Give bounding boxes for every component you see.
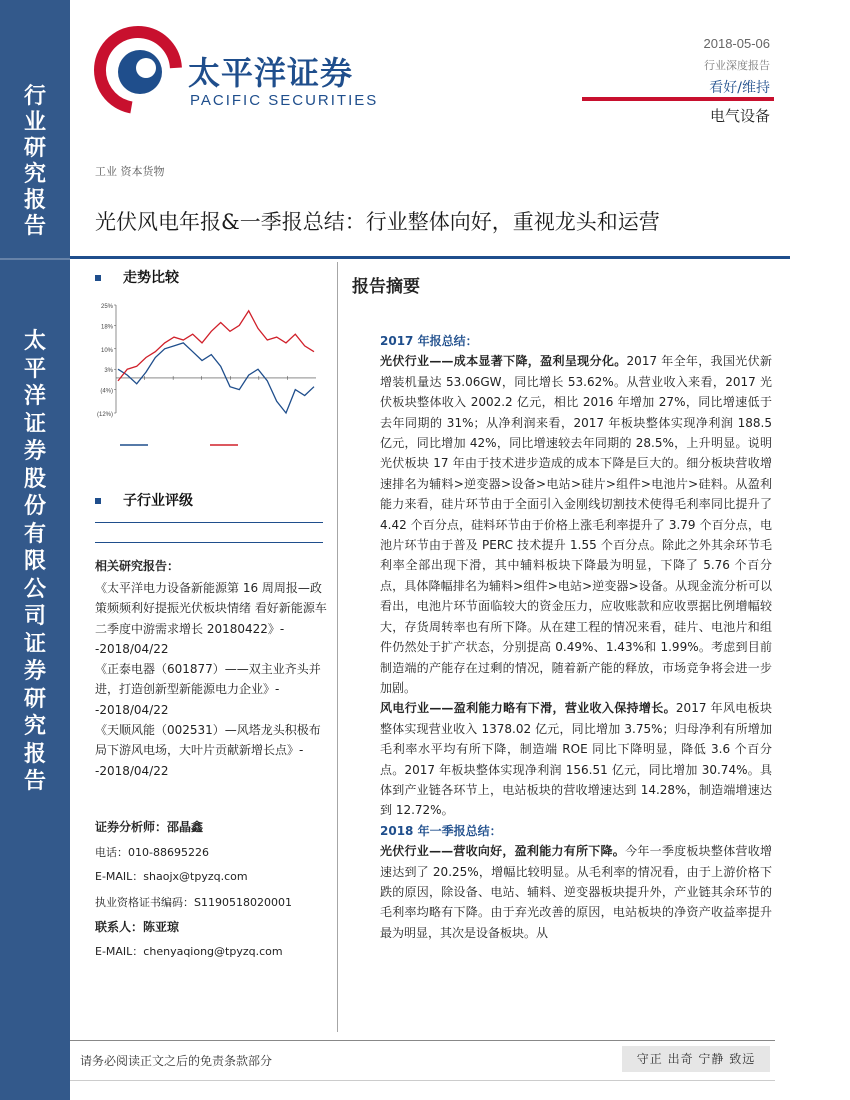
title-rule xyxy=(70,256,790,259)
footer-line xyxy=(70,1040,775,1041)
sidebar-char: 券 xyxy=(23,438,46,464)
rating-rule xyxy=(95,522,323,523)
report-type: 行业深度报告 xyxy=(704,59,770,72)
sidebar-char: 究 xyxy=(23,713,46,739)
contact: 联系人：陈亚琼 xyxy=(95,920,180,934)
sidebar-char: 报 xyxy=(23,187,46,213)
sidebar-char: 究 xyxy=(23,161,46,187)
sidebar-char: 限 xyxy=(23,548,46,574)
analyst: 证券分析师：邵晶鑫 xyxy=(95,820,204,834)
column-divider xyxy=(337,262,338,1032)
footer-rule xyxy=(70,1080,775,1081)
sidebar-char: 司 xyxy=(23,603,46,629)
bullet-square xyxy=(95,498,101,504)
sidebar-char: 告 xyxy=(23,213,46,239)
related-report-item: 《正泰电器（601877）——双主业齐头并进，打造创新型新能源电力企业》--2018/04/22 xyxy=(95,662,321,717)
disclaimer-note: 请务必阅读正文之后的免责条款部分 xyxy=(80,1054,273,1068)
y-tick-label: (4%) xyxy=(100,388,113,395)
pacific-securities-logo xyxy=(90,18,190,118)
section-2017: 2017 年报总结： xyxy=(380,334,478,348)
sidebar-char: 报 xyxy=(23,740,46,767)
header-accent-line xyxy=(582,97,774,101)
section-2018q1: 2018 年一季报总结： xyxy=(380,823,502,838)
sidebar-divider xyxy=(0,258,70,260)
related-reports-title: 相关研究报告： xyxy=(95,559,180,573)
sidebar-char: 有 xyxy=(23,520,46,547)
company-motto: 守正 出奇 宁静 致远 xyxy=(622,1046,770,1072)
brand-name-cn: 太平洋证券 xyxy=(188,54,354,92)
pv-2017-paragraph: 光伏行业——成本显著下降，盈利呈现分化。2017 年全年，我国光伏新增装机量达 53.06GW，同比增长 53.62%。从营业收入来看，2017 光伏板块整体收入 2002.2 亿元，相比 2016 年增加 27%，同比增速低于去年同期的 31%；从净利润来看，2017 年板块整体实现净利润 188.5 亿元，同比增加 42%，同比增速较去年同期的 28.5%，上升明显。说明光伏板块 17 年由于技术进步造成的成本下降是巨大的。细分板块营收增速排名为辅料>逆变器>设备>电站>硅片>组件>电池片>硅料。从盈利能力来看，硅片环节由于全面引入金刚线切割技术使得毛利率同比提升了 4.42 个百分点，硅料环节由于价格上涨毛利率提升了 3.79 个百分点，电池片环节由于普及 PERC 技术提升 1.55 个百分点。除此之外其余环节毛利率全部出现下滑，其中辅料板块下降最为明显，下降了 5.76 个百分点，具体降幅排名为辅料>组件>电站>逆变器>设备。从现金流分析可以看出，电池片环节面临较大的资金压力，应收账款和应收票据比例增幅较大，存货周转率也有所下降。从在建工程的情况来看，硅片、电池片和组件仍然处于扩产状态，分别提高 0.49%、1.43%和 1.99%。考虑到目前制造端的产能存在过剩的情况，随着新产能的释放，市场竞争将会进一步加剧。 xyxy=(380,354,772,695)
sidebar-char: 股 xyxy=(23,465,46,492)
sidebar-char: 研 xyxy=(23,685,46,712)
sidebar-char: 洋 xyxy=(23,383,46,409)
summary-heading: 报告摘要 xyxy=(352,277,420,297)
wind-2017-paragraph: 风电行业——盈利能力略有下滑，营业收入保持增长。2017 年风电板块整体实现营业收入 1378.02 亿元，同比增加 3.75%；归母净利有所增加毛利率水平均有所下降，制造端 ROE 同比下降明显，降低 3.6 个百分点。2017 年板块整体实现净利润 156.51 亿元，同比增加 30.74%。具体到产业链各环节上，电站板块的营收增速达到 14.28%，制造端增速达到 12.72%。 xyxy=(380,701,772,818)
category: 工业 资本货物 xyxy=(95,165,165,178)
sidebar-char: 行 xyxy=(23,83,46,109)
related-reports xyxy=(95,578,327,781)
pv-2018q1-paragraph: 光伏行业——营收向好，盈利能力有所下降。今年一季度板块整体营收增速达到了 20.25%，增幅比较明显。从毛利率的情况看，由于上游价格下跌的原因，除设备、电站、辅料、逆变器板块提升外，产业链其余环节的毛利率均略有下降。由于弃光改善的原因，电站板块的净资产收益率提升最为明显，其次是设备板块。从 xyxy=(380,844,772,940)
contact-email: E-MAIL：chenyaqiong@tpyzq.com xyxy=(95,945,283,958)
y-tick-label: 18% xyxy=(100,324,113,331)
sidebar-char: 太 xyxy=(23,328,46,354)
analyst-phone: 电话：010-88695226 xyxy=(95,846,209,859)
y-tick-label: 10% xyxy=(100,347,113,354)
related-report-item: 《天顺风能（002531）—风塔龙头积极布局下游风电场，大叶片贡献新增长点》--2018/04/22 xyxy=(95,723,321,778)
contact-name: 陈亚琼 xyxy=(143,920,180,934)
sidebar-char: 证 xyxy=(23,410,46,437)
analyst-name: 邵晶鑫 xyxy=(167,820,204,834)
analyst-email: E-MAIL：shaojx@tpyzq.com xyxy=(95,870,248,883)
sidebar-char: 平 xyxy=(23,355,46,382)
related-report-item: 《太平洋电力设备新能源第 16 周周报—政策频频利好提振光伏板块情绪 看好新能源车二季度中游需求增长 20180422》--2018/04/22 xyxy=(95,581,327,656)
y-tick-label: 25% xyxy=(100,304,113,310)
analyst-cert: 执业资格证书编码：S1190518020001 xyxy=(95,896,292,909)
trend-heading: 走势比较 xyxy=(95,267,179,287)
sidebar-char: 份 xyxy=(23,493,46,519)
sidebar-char: 券 xyxy=(23,658,46,684)
trend-chart xyxy=(90,295,320,455)
y-tick-label: 3% xyxy=(104,368,113,375)
summary-body xyxy=(352,331,772,943)
sidebar-report-label xyxy=(0,85,70,241)
sidebar-char: 业 xyxy=(23,109,46,135)
report-date: 2018-05-06 xyxy=(703,36,770,51)
sidebar-char: 研 xyxy=(23,135,46,161)
rating: 看好/维持 xyxy=(709,80,770,96)
report-title: 光伏风电年报&一季报总结：行业整体向好，重视龙头和运营 xyxy=(95,210,660,234)
sidebar-company-name xyxy=(0,330,70,798)
sector: 电气设备 xyxy=(709,107,770,125)
sidebar-char: 证 xyxy=(23,630,46,657)
rating-rule xyxy=(95,542,323,543)
sub-rating-heading: 子行业评级 xyxy=(95,490,193,510)
y-tick-label: (12%) xyxy=(96,412,113,418)
sidebar-char: 公 xyxy=(23,575,46,602)
sidebar-char: 告 xyxy=(23,768,46,794)
brand-name-en: PACIFIC SECURITIES xyxy=(190,92,379,109)
bullet-square xyxy=(95,275,101,281)
